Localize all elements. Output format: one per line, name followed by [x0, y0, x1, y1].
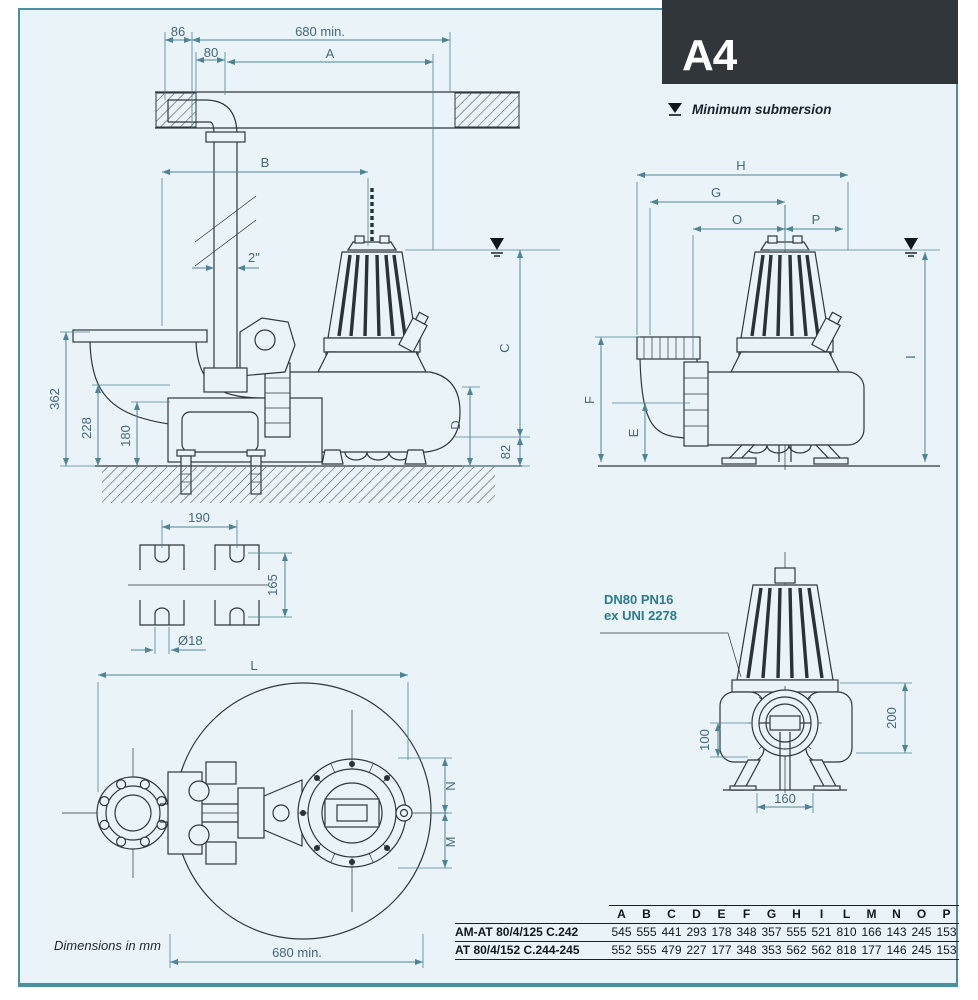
table-header-cell: C	[659, 906, 684, 924]
dim-80: 80	[203, 45, 219, 60]
dim-N: N	[443, 781, 458, 791]
table-value-cell: 555	[634, 924, 659, 942]
table-value-cell: 479	[659, 942, 684, 960]
page-code-box	[662, 0, 958, 84]
table-header-cell: G	[759, 906, 784, 924]
dim-H: H	[736, 158, 746, 173]
table-header-row	[455, 906, 959, 924]
dim-E: E	[626, 428, 641, 438]
table-value-cell: 177	[859, 942, 884, 960]
dim-680-top: 680 min.	[295, 24, 345, 39]
table-value-cell: 521	[809, 924, 834, 942]
table-header-cell: E	[709, 906, 734, 924]
dim-165: 165	[265, 574, 280, 596]
table-value-cell: 293	[684, 924, 709, 942]
minimum-submersion-icon	[666, 101, 684, 117]
table-header-cell: I	[809, 906, 834, 924]
table-row	[455, 942, 959, 960]
table-value-cell: 245	[909, 942, 934, 960]
dim-F: F	[582, 396, 597, 404]
table-header-cell: N	[884, 906, 909, 924]
dim-228: 228	[79, 417, 94, 439]
table-header-cell: P	[934, 906, 959, 924]
dim-180: 180	[118, 425, 133, 447]
dim-2in: 2"	[248, 250, 260, 265]
dim-680-bottom: 680 min.	[272, 945, 322, 960]
table-value-cell: 562	[784, 942, 809, 960]
anchor-detail-figure	[128, 510, 292, 654]
dim-86: 86	[170, 24, 186, 39]
dim-160: 160	[774, 791, 796, 806]
table-value-cell: 146	[884, 942, 909, 960]
table-value-cell: 153	[934, 942, 959, 960]
table-value-cell: 166	[859, 924, 884, 942]
dim-A: A	[325, 46, 335, 61]
dim-L: L	[250, 658, 258, 673]
legend-label: Minimum submersion	[692, 101, 832, 117]
dim-G: G	[710, 185, 722, 200]
table-value-cell: 552	[609, 942, 634, 960]
page-code: A4	[682, 31, 737, 80]
dim-C: C	[497, 343, 512, 353]
table-header-cell: O	[909, 906, 934, 924]
table-header-cell: L	[834, 906, 859, 924]
flange-callout-line1: DN80 PN16	[604, 592, 674, 607]
table-model-cell: AM-AT 80/4/125 C.242	[455, 924, 609, 942]
dim-I: I	[903, 355, 918, 359]
table-row	[455, 924, 959, 942]
footnote: Dimensions in mm	[54, 938, 161, 953]
table-value-cell: 178	[709, 924, 734, 942]
table-value-cell: 177	[709, 942, 734, 960]
table-header-cell: B	[634, 906, 659, 924]
table-value-cell: 357	[759, 924, 784, 942]
table-corner-cell	[455, 906, 609, 924]
section-view-figure	[73, 92, 560, 503]
flange-callout	[604, 592, 677, 625]
table-value-cell: 810	[834, 924, 859, 942]
table-value-cell: 353	[759, 942, 784, 960]
table-value-cell: 143	[884, 924, 909, 942]
table-value-cell: 545	[609, 924, 634, 942]
table-header-cell: D	[684, 906, 709, 924]
legend	[666, 101, 832, 117]
dim-d18: Ø18	[178, 633, 203, 648]
dimensions-table	[455, 905, 959, 960]
table-value-cell: 562	[809, 942, 834, 960]
table-value-cell: 153	[934, 924, 959, 942]
dim-P: P	[811, 212, 821, 227]
plan-view-figure	[62, 683, 448, 939]
table-value-cell: 348	[734, 924, 759, 942]
table-value-cell: 555	[784, 924, 809, 942]
dim-O: O	[731, 212, 743, 227]
dim-100: 100	[697, 729, 712, 751]
table-model-cell: AT 80/4/152 C.244-245	[455, 942, 609, 960]
dim-200: 200	[884, 707, 899, 729]
table-header-cell: F	[734, 906, 759, 924]
dim-B: B	[260, 155, 270, 170]
table-header-cell: M	[859, 906, 884, 924]
table-header-cell: A	[609, 906, 634, 924]
table-value-cell: 818	[834, 942, 859, 960]
dim-82: 82	[498, 444, 513, 460]
table-header-cell: H	[784, 906, 809, 924]
table-value-cell: 348	[734, 942, 759, 960]
table-value-cell: 227	[684, 942, 709, 960]
dim-M: M	[443, 836, 458, 848]
dim-190: 190	[188, 510, 210, 525]
side-view-figure	[598, 205, 940, 470]
dim-D: D	[448, 420, 463, 430]
dim-362: 362	[47, 388, 62, 410]
table-value-cell: 441	[659, 924, 684, 942]
table-value-cell: 555	[634, 942, 659, 960]
flange-callout-line2: ex UNI 2278	[604, 608, 677, 624]
table-value-cell: 245	[909, 924, 934, 942]
